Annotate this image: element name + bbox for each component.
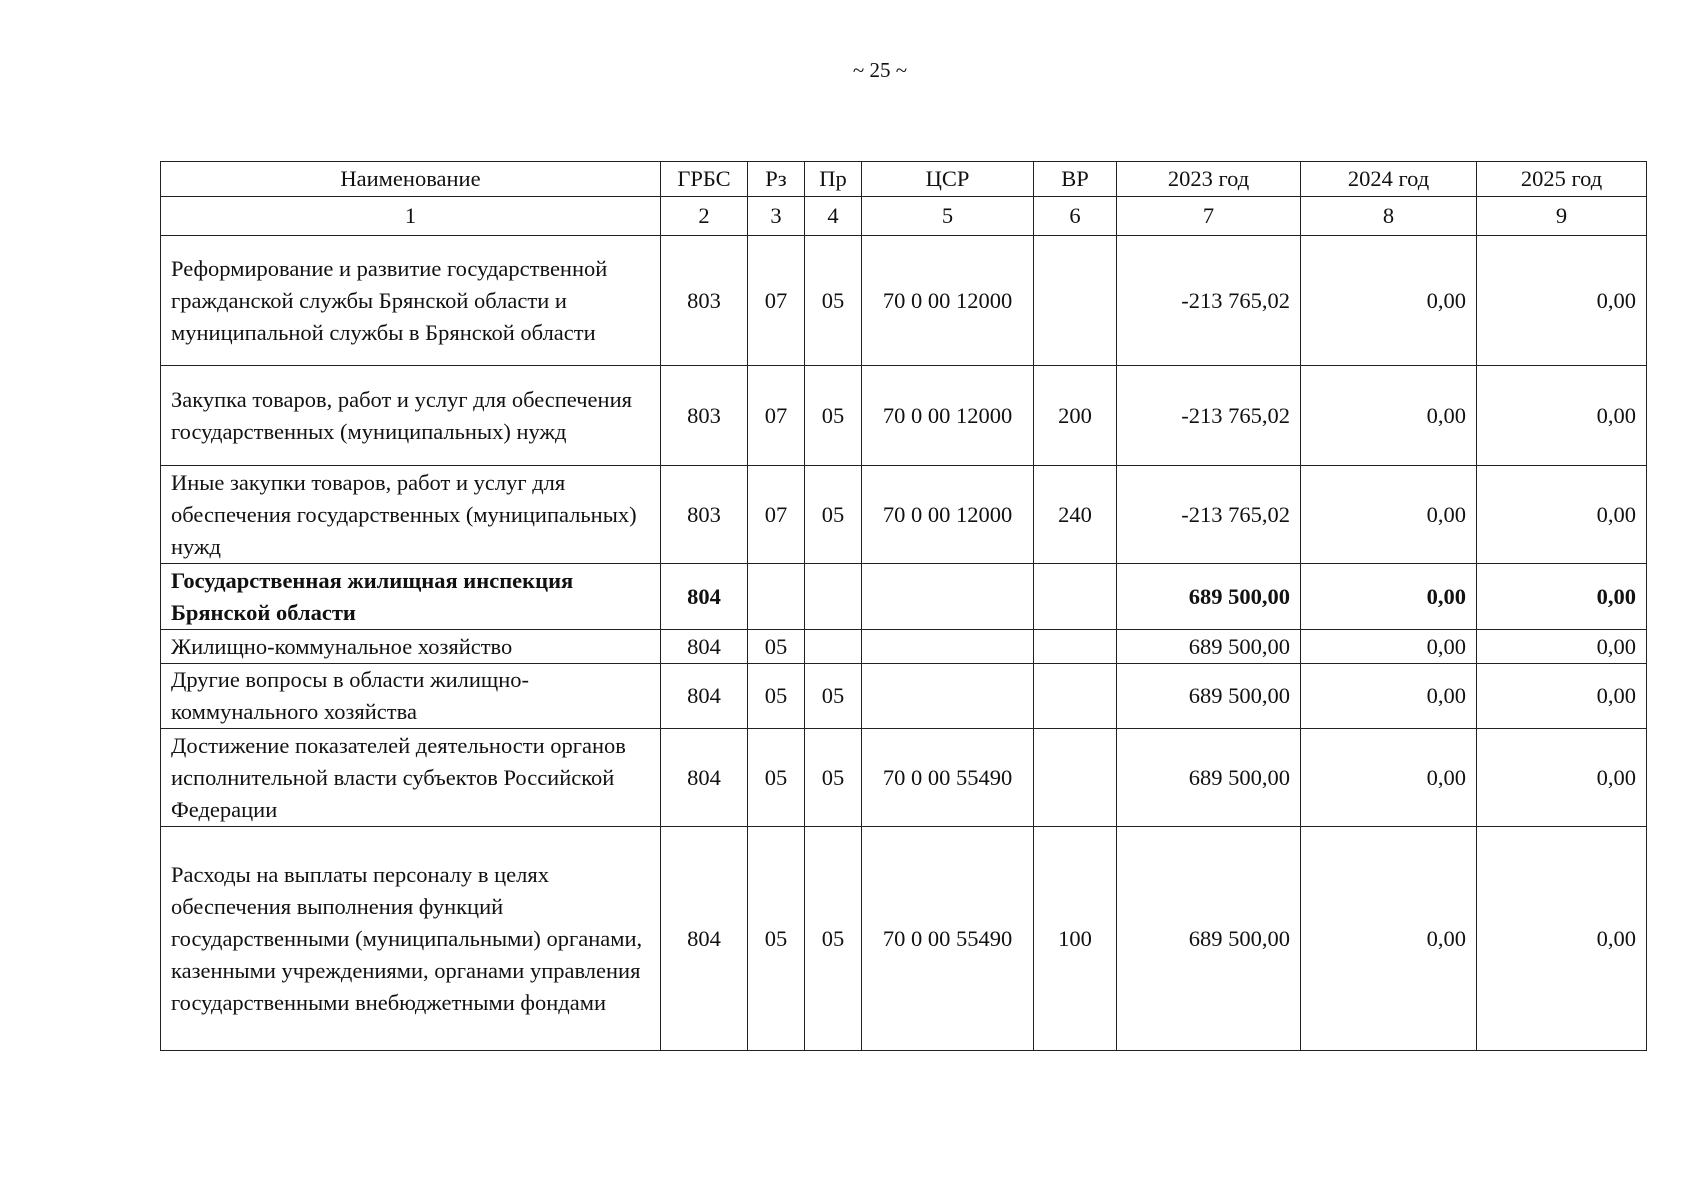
row-grbs: 803 xyxy=(661,466,748,564)
column-number: 4 xyxy=(805,197,862,236)
row-amount-2024: 0,00 xyxy=(1301,729,1477,827)
row-vr xyxy=(1034,236,1117,366)
row-pr: 05 xyxy=(805,366,862,466)
row-amount-2023: -213 765,02 xyxy=(1117,466,1301,564)
row-vr xyxy=(1034,630,1117,664)
column-number: 2 xyxy=(661,197,748,236)
row-vr: 240 xyxy=(1034,466,1117,564)
header-2024: 2024 год xyxy=(1301,162,1477,197)
column-number: 6 xyxy=(1034,197,1117,236)
row-amount-2025: 0,00 xyxy=(1477,466,1647,564)
row-name: Закупка товаров, работ и услуг для обеспечения государственных (муниципальных) нужд xyxy=(161,366,661,466)
header-name: Наименование xyxy=(161,162,661,197)
row-amount-2023: 689 500,00 xyxy=(1117,827,1301,1051)
table-row xyxy=(161,466,1647,564)
row-amount-2025: 0,00 xyxy=(1477,664,1647,729)
table-row xyxy=(161,729,1647,827)
row-pr: 05 xyxy=(805,827,862,1051)
row-amount-2025: 0,00 xyxy=(1477,729,1647,827)
row-rz: 07 xyxy=(748,236,805,366)
row-csr xyxy=(862,630,1034,664)
row-amount-2024: 0,00 xyxy=(1301,466,1477,564)
row-amount-2023: 689 500,00 xyxy=(1117,664,1301,729)
row-pr: 05 xyxy=(805,236,862,366)
row-vr xyxy=(1034,564,1117,630)
row-csr: 70 0 00 12000 xyxy=(862,466,1034,564)
row-amount-2024: 0,00 xyxy=(1301,630,1477,664)
row-grbs: 804 xyxy=(661,729,748,827)
table-row xyxy=(161,664,1647,729)
row-rz: 05 xyxy=(748,630,805,664)
row-amount-2025: 0,00 xyxy=(1477,236,1647,366)
row-name: Достижение показателей деятельности органов исполнительной власти субъектов Российской Федерации xyxy=(161,729,661,827)
row-amount-2023: 689 500,00 xyxy=(1117,729,1301,827)
row-amount-2025: 0,00 xyxy=(1477,366,1647,466)
column-number: 1 xyxy=(161,197,661,236)
header-grbs: ГРБС xyxy=(661,162,748,197)
row-amount-2023: 689 500,00 xyxy=(1117,564,1301,630)
row-csr: 70 0 00 12000 xyxy=(862,366,1034,466)
row-grbs: 804 xyxy=(661,827,748,1051)
row-vr: 200 xyxy=(1034,366,1117,466)
row-vr xyxy=(1034,664,1117,729)
row-csr xyxy=(862,564,1034,630)
row-amount-2025: 0,00 xyxy=(1477,564,1647,630)
row-csr: 70 0 00 55490 xyxy=(862,729,1034,827)
row-csr: 70 0 00 55490 xyxy=(862,827,1034,1051)
row-pr: 05 xyxy=(805,664,862,729)
row-rz: 07 xyxy=(748,366,805,466)
row-name: Иные закупки товаров, работ и услуг для обеспечения государственных (муниципальных) нужд xyxy=(161,466,661,564)
column-number: 9 xyxy=(1477,197,1647,236)
row-grbs: 804 xyxy=(661,630,748,664)
row-amount-2024: 0,00 xyxy=(1301,664,1477,729)
row-rz xyxy=(748,564,805,630)
row-amount-2024: 0,00 xyxy=(1301,236,1477,366)
header-pr: Пр xyxy=(805,162,862,197)
header-2023: 2023 год xyxy=(1117,162,1301,197)
header-row xyxy=(161,162,1647,197)
row-grbs: 803 xyxy=(661,236,748,366)
header-2025: 2025 год xyxy=(1477,162,1647,197)
column-number: 3 xyxy=(748,197,805,236)
column-number: 8 xyxy=(1301,197,1477,236)
row-amount-2025: 0,00 xyxy=(1477,827,1647,1051)
row-amount-2023: -213 765,02 xyxy=(1117,366,1301,466)
table-row xyxy=(161,827,1647,1051)
page-number: ~ 25 ~ xyxy=(852,58,908,82)
table-row xyxy=(161,366,1647,466)
row-vr xyxy=(1034,729,1117,827)
row-amount-2023: 689 500,00 xyxy=(1117,630,1301,664)
table-body xyxy=(161,236,1647,1051)
row-amount-2024: 0,00 xyxy=(1301,827,1477,1051)
row-rz: 05 xyxy=(748,664,805,729)
row-grbs: 804 xyxy=(661,664,748,729)
row-name: Жилищно-коммунальное хозяйство xyxy=(161,630,661,664)
header-csr: ЦСР xyxy=(862,162,1034,197)
row-name: Другие вопросы в области жилищно-коммунального хозяйства xyxy=(161,664,661,729)
budget-table xyxy=(160,161,1647,1051)
row-rz: 07 xyxy=(748,466,805,564)
row-amount-2024: 0,00 xyxy=(1301,564,1477,630)
table-row xyxy=(161,630,1647,664)
row-csr xyxy=(862,664,1034,729)
header-rz: Рз xyxy=(748,162,805,197)
row-csr: 70 0 00 12000 xyxy=(862,236,1034,366)
row-vr: 100 xyxy=(1034,827,1117,1051)
row-pr: 05 xyxy=(805,466,862,564)
row-pr xyxy=(805,630,862,664)
row-amount-2023: -213 765,02 xyxy=(1117,236,1301,366)
table-row xyxy=(161,564,1647,630)
row-pr: 05 xyxy=(805,729,862,827)
row-rz: 05 xyxy=(748,827,805,1051)
header-vr: ВР xyxy=(1034,162,1117,197)
column-number: 7 xyxy=(1117,197,1301,236)
row-name: Государственная жилищная инспекция Брянской области xyxy=(161,564,661,630)
column-number-row xyxy=(161,197,1647,236)
table-row xyxy=(161,236,1647,366)
row-amount-2024: 0,00 xyxy=(1301,366,1477,466)
row-rz: 05 xyxy=(748,729,805,827)
row-grbs: 804 xyxy=(661,564,748,630)
row-name: Реформирование и развитие государственной гражданской службы Брянской области и муниципальной службы в Брянской области xyxy=(161,236,661,366)
row-amount-2025: 0,00 xyxy=(1477,630,1647,664)
row-pr xyxy=(805,564,862,630)
column-number: 5 xyxy=(862,197,1034,236)
row-name: Расходы на выплаты персоналу в целях обеспечения выполнения функций государственными (муниципальными) органами, казенными учреждениями, органами управления государственными внебюджетными фондами xyxy=(161,827,661,1051)
row-grbs: 803 xyxy=(661,366,748,466)
